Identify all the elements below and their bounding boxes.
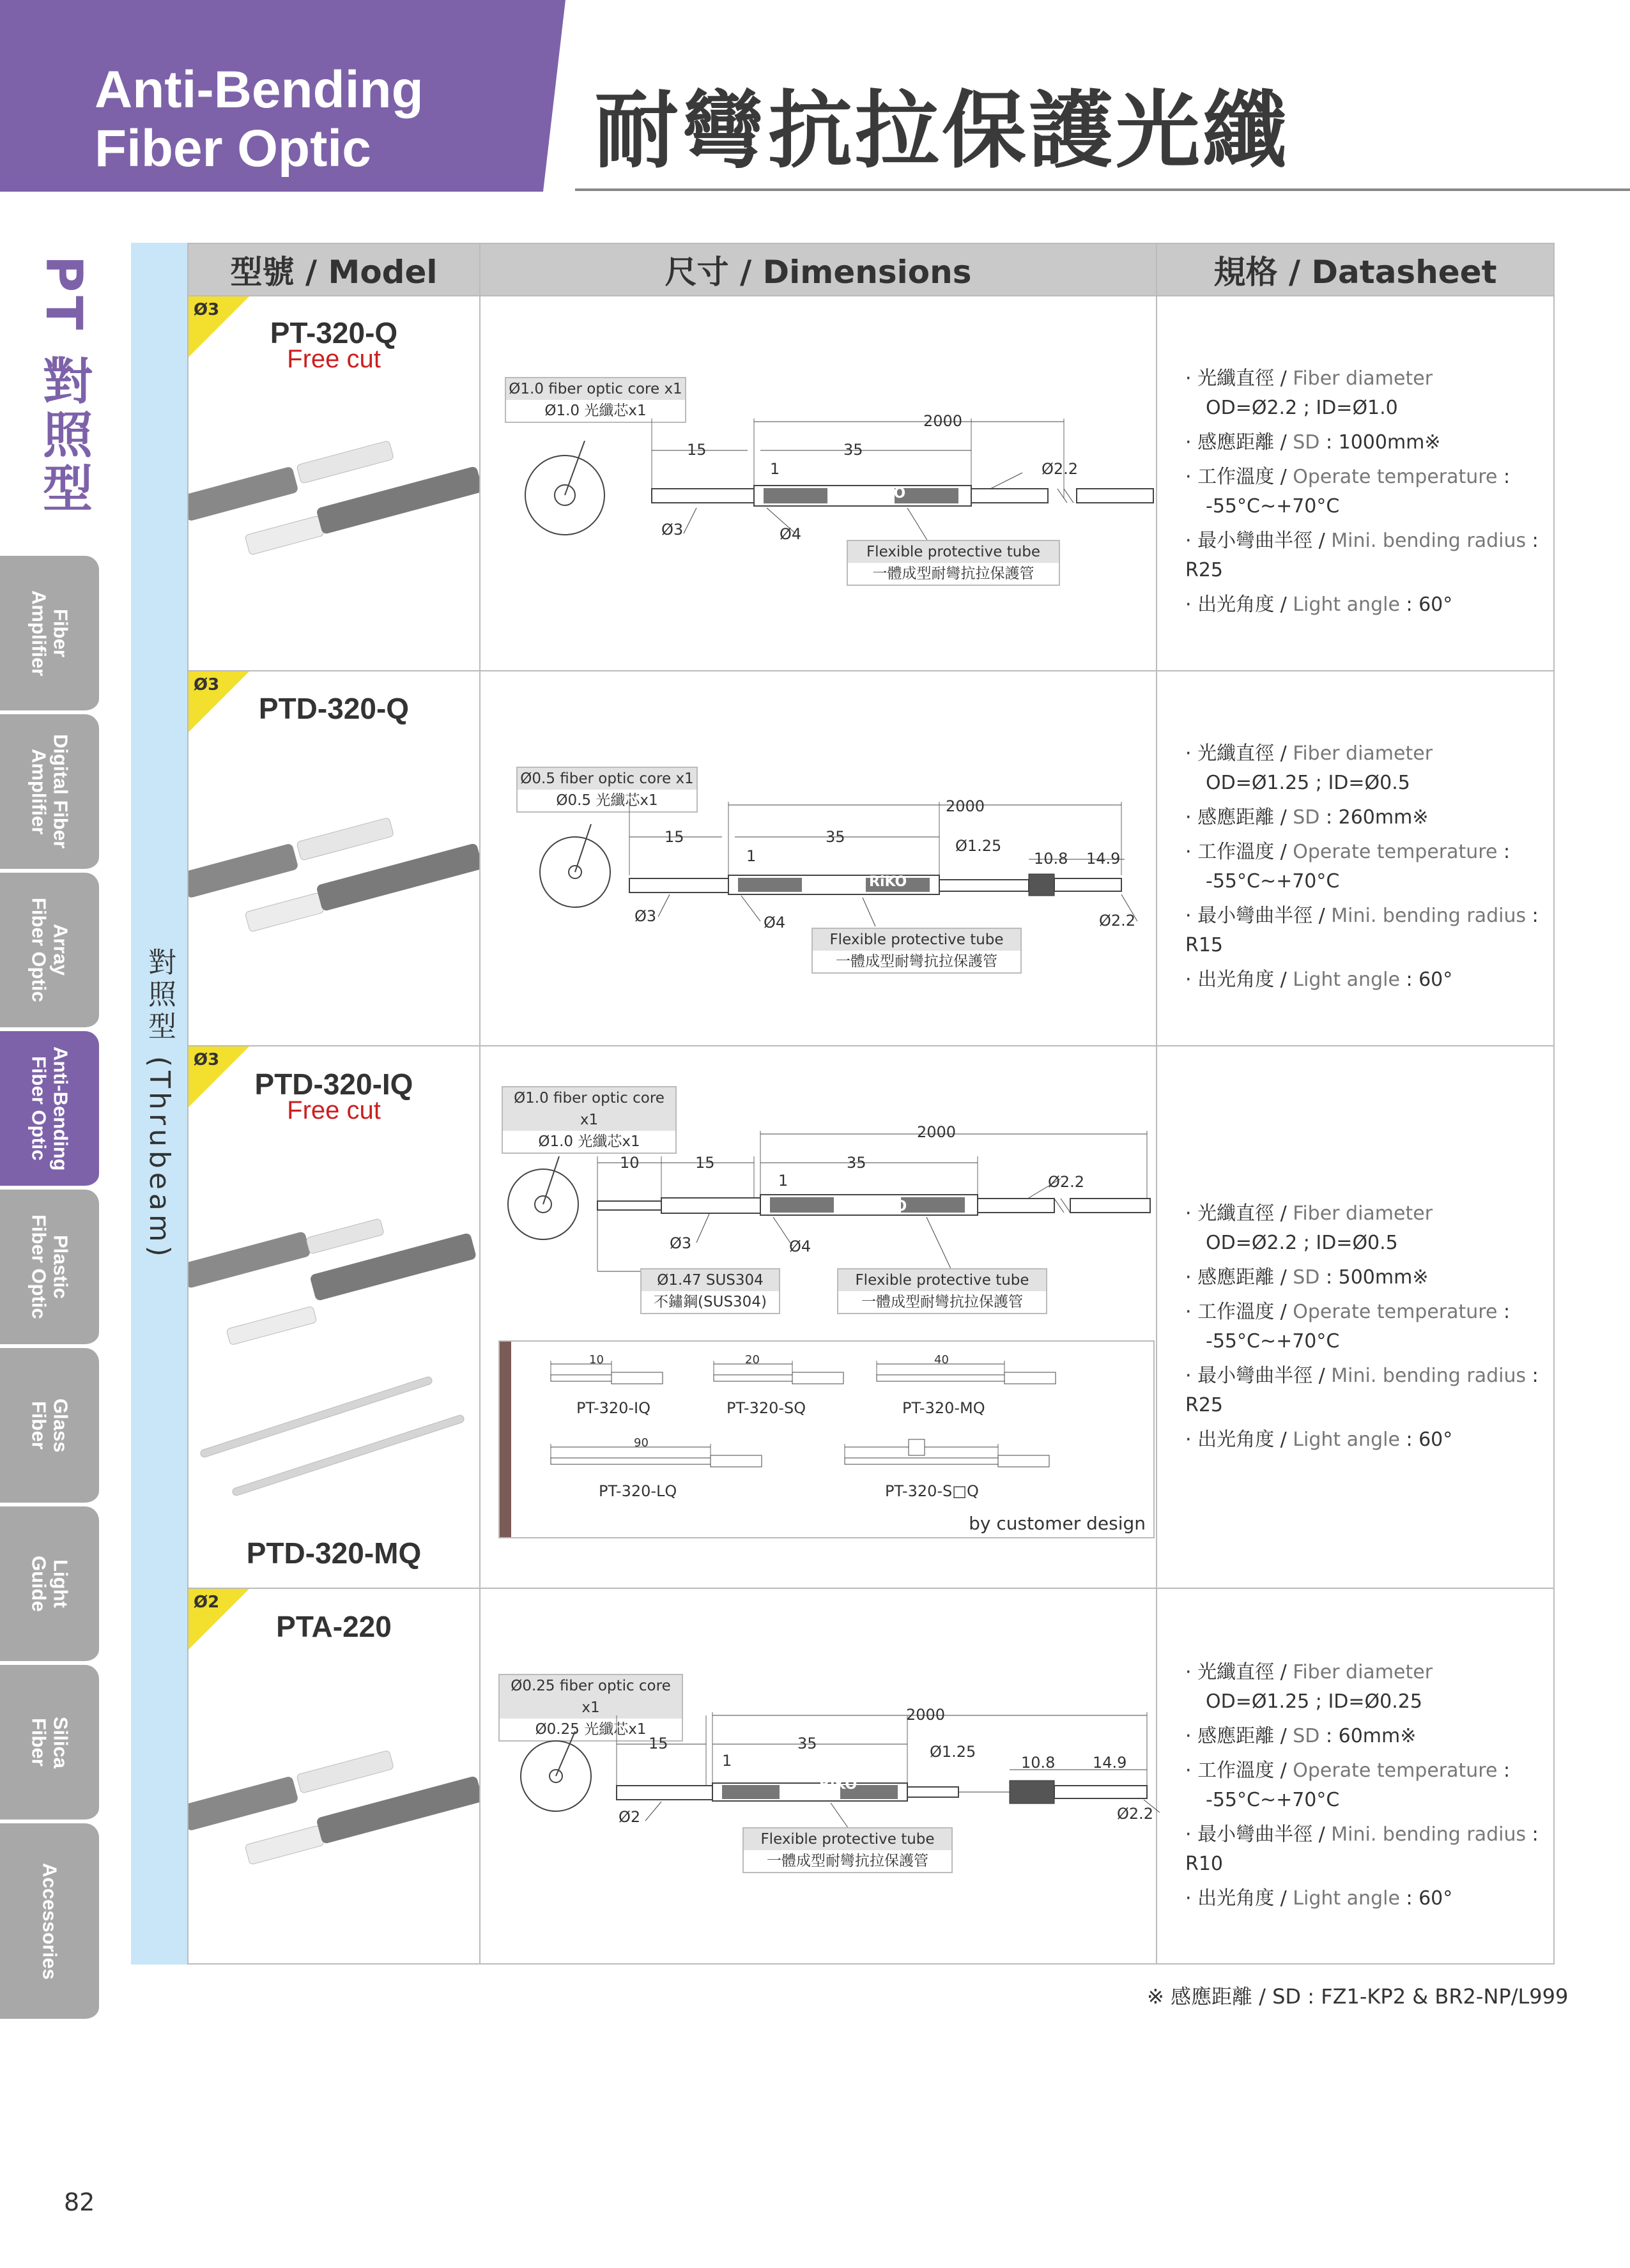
spec-label: 最小彎曲半徑 bbox=[1197, 905, 1313, 927]
dim-label: 14.9 bbox=[1093, 1754, 1127, 1772]
sd-footnote: ※ 感應距離 / SD : FZ1-KP2 & BR2-NP/L999 bbox=[1147, 1984, 1569, 2009]
dim-label: 2000 bbox=[923, 412, 963, 430]
spec-label-en: Fiber diameter bbox=[1293, 1661, 1433, 1683]
datasheet: · 光纖直徑 / Fiber diameter OD=Ø2.2 ; ID=Ø0.5 · 感應距離 / SD : 500mm※ · 工作溫度 / Operate temperature : -55°C~+70°C · 最小彎曲半徑 / Mini. bending radius : R25 · 出光角度 / Light angle : 60° bbox=[1185, 1202, 1539, 1451]
dim-label: 35 bbox=[847, 1154, 866, 1172]
sus-callout bbox=[640, 1268, 780, 1314]
spec-label-en: Operate temperature bbox=[1293, 466, 1498, 488]
spec-value: -55°C~+70°C bbox=[1206, 870, 1340, 893]
dim-label: 2000 bbox=[946, 797, 985, 815]
row-divider bbox=[188, 670, 1553, 671]
variant-label: PT-320-MQ bbox=[902, 1399, 985, 1417]
model-subtitle: Free cut bbox=[287, 1096, 381, 1124]
callout-zh: 一體成型耐彎抗拉保護管 bbox=[861, 1294, 1023, 1310]
spec-label: 工作溫度 bbox=[1197, 466, 1275, 488]
spec-value: 260mm※ bbox=[1338, 806, 1429, 829]
spec-label: 光纖直徑 bbox=[1197, 742, 1275, 765]
spec-value: -55°C~+70°C bbox=[1206, 495, 1340, 517]
spec-label: 出光角度 bbox=[1197, 969, 1275, 991]
dim-label: 35 bbox=[797, 1735, 817, 1752]
callout-zh: Ø1.0 光纖芯x1 bbox=[538, 1133, 640, 1150]
callout-zh: Ø0.5 光纖芯x1 bbox=[556, 792, 658, 809]
spec-label: 感應距離 bbox=[1197, 806, 1275, 829]
dim-label: 15 bbox=[649, 1735, 668, 1752]
tube-callout bbox=[847, 540, 1060, 586]
datasheet: · 光纖直徑 / Fiber diameter OD=Ø1.25 ; ID=Ø0.5 · 感應距離 / SD : 260mm※ · 工作溫度 / Operate temperature : -55°C~+70°C · 最小彎曲半徑 / Mini. bending radius : R15 · 出光角度 / Light angle : 60° bbox=[1185, 742, 1539, 991]
spec-value: R15 bbox=[1185, 934, 1224, 956]
brand-mark: RiKO bbox=[819, 1777, 857, 1793]
dim-label: Ø1.25 bbox=[930, 1743, 976, 1761]
spec-label-en: Light angle bbox=[1293, 969, 1400, 991]
tab-label: Anti-Bending Fiber Optic bbox=[27, 1046, 72, 1171]
spec-label-en: Fiber diameter bbox=[1293, 1202, 1433, 1225]
custom-length-panel bbox=[498, 1340, 1155, 1538]
col-header-model: 型號 / Model bbox=[188, 244, 479, 295]
tab-silica-fiber[interactable] bbox=[0, 1665, 99, 1822]
dim-label: 35 bbox=[826, 828, 845, 846]
datasheet: · 光纖直徑 / Fiber diameter OD=Ø1.25 ; ID=Ø0.25 · 感應距離 / SD : 60mm※ · 工作溫度 / Operate temperature : -55°C~+70°C · 最小彎曲半徑 / Mini. bending radius : R10 · 出光角度 / Light angle : 60° bbox=[1185, 1661, 1539, 1910]
row-divider bbox=[188, 295, 1553, 296]
dim-label: 15 bbox=[695, 1154, 715, 1172]
callout-en: Flexible protective tube bbox=[744, 1828, 951, 1850]
dim-label: Ø4 bbox=[789, 1237, 811, 1255]
dim-label: Ø3 bbox=[634, 907, 657, 925]
callout-en: Ø0.5 fiber optic core x1 bbox=[518, 768, 696, 790]
product-photo bbox=[188, 391, 479, 659]
spec-label: 感應距離 bbox=[1197, 431, 1275, 454]
tab-glass-fiber[interactable] bbox=[0, 1348, 99, 1505]
spec-label-en: Mini. bending radius bbox=[1331, 1823, 1526, 1846]
dimension-drawing bbox=[498, 409, 1169, 601]
category-label: 對照型 (Thrubeam) bbox=[143, 947, 176, 1260]
page-title-en bbox=[95, 61, 424, 178]
callout-en: Ø1.0 fiber optic core x1 bbox=[503, 1087, 675, 1131]
tab-label: Glass Fiber bbox=[27, 1398, 72, 1453]
callout-en: Flexible protective tube bbox=[848, 541, 1059, 563]
tab-accessories[interactable] bbox=[0, 1823, 99, 2021]
spec-value: 60mm※ bbox=[1338, 1725, 1417, 1747]
spec-label: 最小彎曲半徑 bbox=[1197, 1365, 1313, 1387]
tab-plastic-fiber-optic[interactable] bbox=[0, 1190, 99, 1347]
page-title-zh: 耐彎抗拉保護光纖 bbox=[594, 82, 1289, 180]
spec-label-en: Mini. bending radius bbox=[1331, 530, 1526, 552]
tab-label: Fiber Amplifier bbox=[27, 590, 72, 677]
spec-label: 光纖直徑 bbox=[1197, 367, 1275, 390]
spec-label: 出光角度 bbox=[1197, 1887, 1275, 1910]
header-rule bbox=[575, 188, 1630, 191]
tab-anti-bending-fiber-optic[interactable] bbox=[0, 1031, 99, 1188]
model-subtitle: Free cut bbox=[287, 345, 381, 373]
dimension-drawing bbox=[492, 1118, 1169, 1310]
model-name: PTD-320-IQ bbox=[254, 1068, 413, 1101]
spec-label: 感應距離 bbox=[1197, 1725, 1275, 1747]
dim-label: 10.8 bbox=[1034, 850, 1068, 868]
col-divider bbox=[479, 244, 481, 1963]
callout-zh: 一體成型耐彎抗拉保護管 bbox=[767, 1853, 928, 1869]
callout-zh: 不鏽鋼(SUS304) bbox=[654, 1294, 767, 1310]
callout-zh: 一體成型耐彎抗拉保護管 bbox=[872, 565, 1034, 582]
variant-label: PT-320-LQ bbox=[599, 1482, 677, 1500]
spec-value: 60° bbox=[1419, 1887, 1453, 1910]
dim-label: Ø4 bbox=[764, 914, 786, 931]
spec-label-en: Operate temperature bbox=[1293, 1301, 1498, 1323]
variant-label: PT-320-SQ bbox=[727, 1399, 806, 1417]
spec-label: 光纖直徑 bbox=[1197, 1202, 1275, 1225]
brand-mark: RiKO bbox=[869, 874, 907, 890]
spec-label: 工作溫度 bbox=[1197, 1759, 1275, 1782]
tab-label: Plastic Fiber Optic bbox=[27, 1214, 72, 1319]
callout-en: Flexible protective tube bbox=[838, 1269, 1046, 1291]
product-photo bbox=[188, 768, 479, 1036]
tube-callout bbox=[837, 1268, 1047, 1314]
spec-label-en: SD bbox=[1293, 806, 1320, 829]
variant-label: PT-320-IQ bbox=[576, 1399, 651, 1417]
spec-value: 60° bbox=[1419, 1429, 1453, 1451]
datasheet: · 光纖直徑 / Fiber diameter OD=Ø2.2 ; ID=Ø1.0 · 感應距離 / SD : 1000mm※ · 工作溫度 / Operate temperature : -55°C~+70°C · 最小彎曲半徑 / Mini. bending radius : R25 · 出光角度 / Light angle : 60° bbox=[1185, 367, 1539, 616]
dim-label: 1 bbox=[746, 847, 757, 865]
dim-label: 14.9 bbox=[1086, 850, 1121, 868]
tab-array-fiber-optic[interactable] bbox=[0, 873, 99, 1030]
spec-label-en: Mini. bending radius bbox=[1331, 905, 1526, 927]
dim-label: 1 bbox=[722, 1752, 732, 1770]
spec-value: -55°C~+70°C bbox=[1206, 1330, 1340, 1352]
spec-label-en: Light angle bbox=[1293, 1429, 1400, 1451]
dim-label: Ø2 bbox=[619, 1808, 641, 1826]
tab-fiber-amplifier[interactable] bbox=[0, 556, 99, 713]
spec-label-en: Light angle bbox=[1293, 1887, 1400, 1910]
spec-value: 60° bbox=[1419, 594, 1453, 616]
title-en-line2: Fiber Optic bbox=[95, 119, 371, 178]
dim-label: 10 bbox=[620, 1154, 640, 1172]
spec-label-en: SD bbox=[1293, 431, 1320, 454]
size-tag: Ø3 bbox=[194, 675, 220, 694]
callout-zh: Ø1.0 光纖芯x1 bbox=[544, 402, 647, 419]
dim-label: Ø2.2 bbox=[1042, 460, 1079, 478]
size-tag: Ø3 bbox=[194, 1050, 220, 1069]
col-header-dimensions: 尺寸 / Dimensions bbox=[481, 244, 1156, 295]
spec-value: OD=Ø1.25 ; ID=Ø0.25 bbox=[1206, 1690, 1422, 1713]
tube-callout bbox=[811, 928, 1022, 974]
callout-en: Ø1.47 SUS304 bbox=[642, 1269, 779, 1291]
dim-label: Ø3 bbox=[670, 1234, 692, 1252]
spec-label: 出光角度 bbox=[1197, 1429, 1275, 1451]
brand-mark: RiKO bbox=[869, 1199, 907, 1214]
model-name: PTA-220 bbox=[276, 1610, 392, 1643]
side-section-title: PT 對照型 bbox=[35, 256, 92, 516]
tab-label: Digital Fiber Amplifier bbox=[27, 734, 72, 849]
dim-label: Ø2.2 bbox=[1099, 912, 1136, 930]
callout-zh: 一體成型耐彎抗拉保護管 bbox=[836, 953, 997, 970]
dim-label: 90 bbox=[634, 1436, 649, 1450]
brand-mark: RiKO bbox=[868, 486, 906, 502]
spec-label: 出光角度 bbox=[1197, 594, 1275, 616]
spec-label: 工作溫度 bbox=[1197, 841, 1275, 863]
callout-zh: Ø0.25 光纖芯x1 bbox=[535, 1721, 647, 1738]
spec-value: 60° bbox=[1419, 969, 1453, 991]
spec-label-en: SD bbox=[1293, 1266, 1320, 1289]
callout-en: Ø1.0 fiber optic core x1 bbox=[506, 378, 685, 400]
custom-note: by customer design bbox=[969, 1513, 1146, 1534]
spec-value: 1000mm※ bbox=[1338, 431, 1441, 454]
dim-label: Ø1.25 bbox=[955, 837, 1002, 855]
spec-label-en: Light angle bbox=[1293, 594, 1400, 616]
size-tag: Ø2 bbox=[194, 1593, 220, 1612]
page-number: 82 bbox=[64, 2188, 95, 2216]
dim-label: 40 bbox=[934, 1353, 949, 1367]
custom-length-drawing bbox=[500, 1342, 1153, 1537]
size-tag: Ø3 bbox=[194, 300, 220, 319]
dim-label: 35 bbox=[843, 441, 863, 459]
tab-label: Accessories bbox=[38, 1862, 61, 1980]
product-photo bbox=[188, 1701, 479, 1956]
dim-label: 2000 bbox=[906, 1706, 946, 1724]
dim-label: 15 bbox=[665, 828, 684, 846]
row-divider bbox=[188, 1045, 1553, 1046]
dim-label: 10.8 bbox=[1021, 1754, 1056, 1772]
spec-value: R25 bbox=[1185, 559, 1224, 581]
category-column bbox=[131, 243, 187, 1965]
spec-value: OD=Ø2.2 ; ID=Ø1.0 bbox=[1206, 397, 1398, 419]
row-divider bbox=[188, 1588, 1553, 1589]
tab-label: Silica Fiber bbox=[27, 1716, 72, 1768]
callout-en: Flexible protective tube bbox=[813, 929, 1020, 951]
spec-label-en: Operate temperature bbox=[1293, 841, 1498, 863]
dim-label: 15 bbox=[687, 441, 707, 459]
product-photo bbox=[188, 1151, 479, 1535]
variant-label: PT-320-S□Q bbox=[885, 1482, 979, 1500]
dim-label: 1 bbox=[778, 1172, 788, 1190]
spec-label-en: Fiber diameter bbox=[1293, 367, 1433, 390]
dim-label: 1 bbox=[770, 460, 780, 478]
spec-label-en: SD bbox=[1293, 1725, 1320, 1747]
model-name: PT-320-Q bbox=[270, 316, 398, 349]
spec-label: 最小彎曲半徑 bbox=[1197, 1823, 1313, 1846]
dim-label: Ø3 bbox=[661, 521, 684, 539]
spec-label: 光纖直徑 bbox=[1197, 1661, 1275, 1683]
spec-value: R10 bbox=[1185, 1853, 1224, 1875]
spec-value: OD=Ø2.2 ; ID=Ø0.5 bbox=[1206, 1232, 1398, 1254]
spec-label: 工作溫度 bbox=[1197, 1301, 1275, 1323]
tab-light-guide[interactable] bbox=[0, 1506, 99, 1664]
tab-label: Array Fiber Optic bbox=[27, 898, 72, 1002]
tab-digital-fiber-amplifier[interactable] bbox=[0, 714, 99, 871]
spec-label: 最小彎曲半徑 bbox=[1197, 530, 1313, 552]
tab-label: Light Guide bbox=[27, 1556, 72, 1612]
spec-value: -55°C~+70°C bbox=[1206, 1789, 1340, 1811]
spec-value: R25 bbox=[1185, 1394, 1224, 1416]
tube-callout bbox=[742, 1827, 953, 1873]
dim-label: Ø2.2 bbox=[1048, 1173, 1085, 1191]
spec-label-en: Operate temperature bbox=[1293, 1759, 1498, 1782]
col-header-datasheet: 規格 / Datasheet bbox=[1157, 244, 1553, 295]
dim-label: Ø2.2 bbox=[1117, 1805, 1154, 1823]
dim-label: 2000 bbox=[917, 1123, 957, 1141]
spec-value: 500mm※ bbox=[1338, 1266, 1429, 1289]
model-name: PTD-320-MQ bbox=[246, 1536, 422, 1570]
dim-label: 10 bbox=[589, 1353, 604, 1367]
title-en-line1: Anti-Bending bbox=[95, 61, 424, 119]
spec-value: OD=Ø1.25 ; ID=Ø0.5 bbox=[1206, 772, 1410, 794]
callout-en: Ø0.25 fiber optic core x1 bbox=[500, 1675, 682, 1719]
spec-label-en: Fiber diameter bbox=[1293, 742, 1433, 765]
spec-label: 感應距離 bbox=[1197, 1266, 1275, 1289]
dim-label: Ø4 bbox=[780, 525, 802, 543]
dim-label: 20 bbox=[745, 1353, 760, 1367]
model-name: PTD-320-Q bbox=[258, 692, 410, 725]
spec-label-en: Mini. bending radius bbox=[1331, 1365, 1526, 1387]
